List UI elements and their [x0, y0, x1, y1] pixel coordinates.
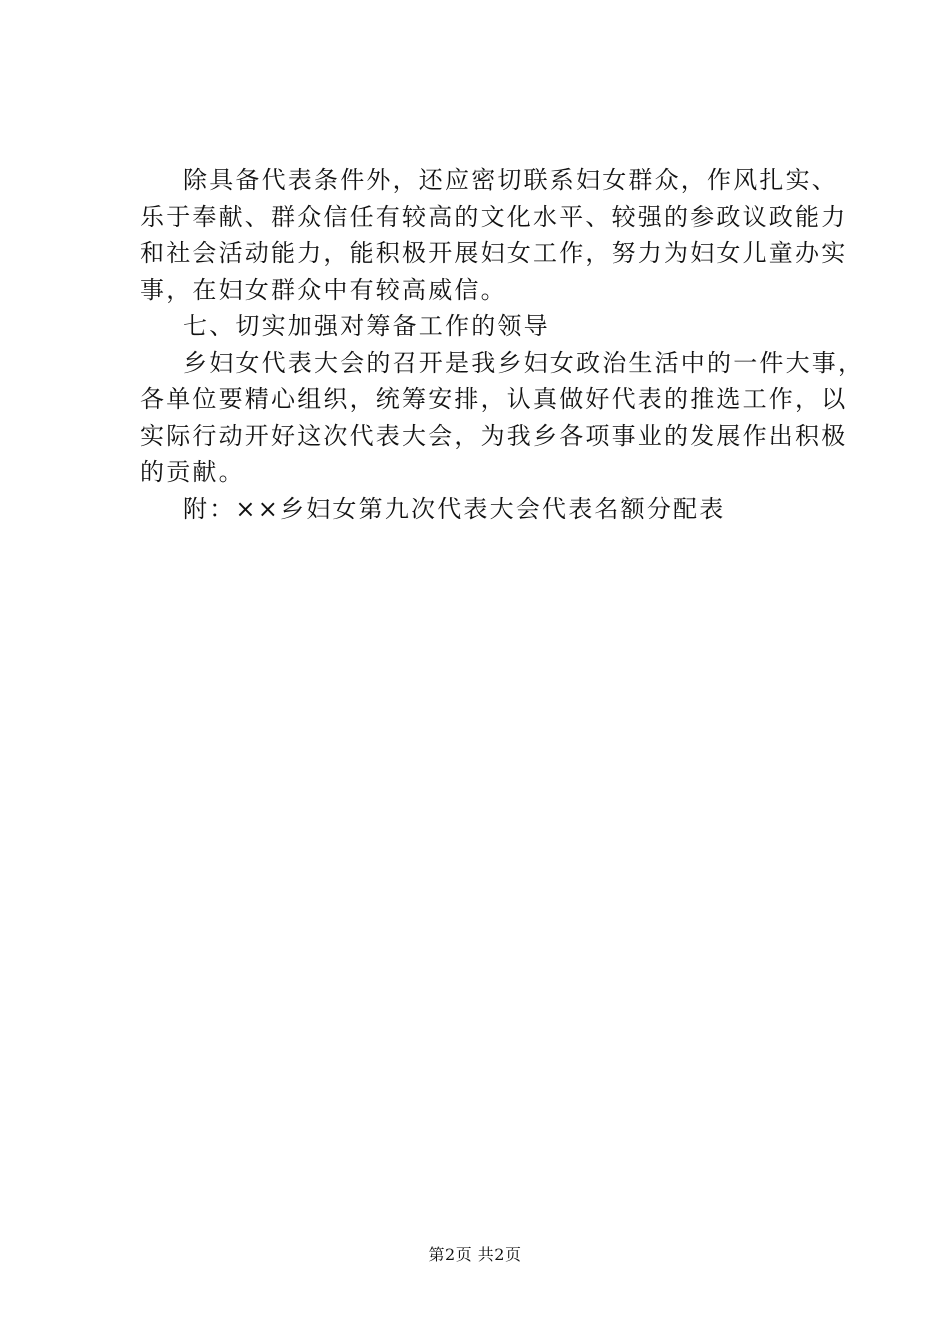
paragraph-line: 乐于奉献、群众信任有较高的文化水平、较强的参政议政能力 [140, 202, 848, 231]
paragraph-line: 事，在妇女群众中有较高威信。 [140, 275, 507, 304]
page-footer: 第2页 共2页 [428, 1245, 522, 1264]
paragraph-line: 和社会活动能力，能积极开展妇女工作，努力为妇女儿童办实 [140, 239, 848, 267]
paragraph-line: 各单位要精心组织，统筹安排，认真做好代表的推选工作，以 [140, 385, 848, 413]
section-heading: 七、切实加强对筹备工作的领导 [183, 312, 550, 340]
paragraph-line: 乡妇女代表大会的召开是我乡妇女政治生活中的一件大事， [183, 348, 865, 377]
paragraph-line: 实际行动开好这次代表大会，为我乡各项事业的发展作出积极 [140, 421, 848, 450]
paragraph-line: 除具备代表条件外，还应密切联系妇女群众，作风扎实、 [183, 166, 838, 194]
document-body [140, 162, 865, 527]
attachment-note: 附：××乡妇女第九次代表大会代表名额分配表 [183, 494, 726, 523]
paragraph-line: 的贡献。 [140, 458, 245, 486]
